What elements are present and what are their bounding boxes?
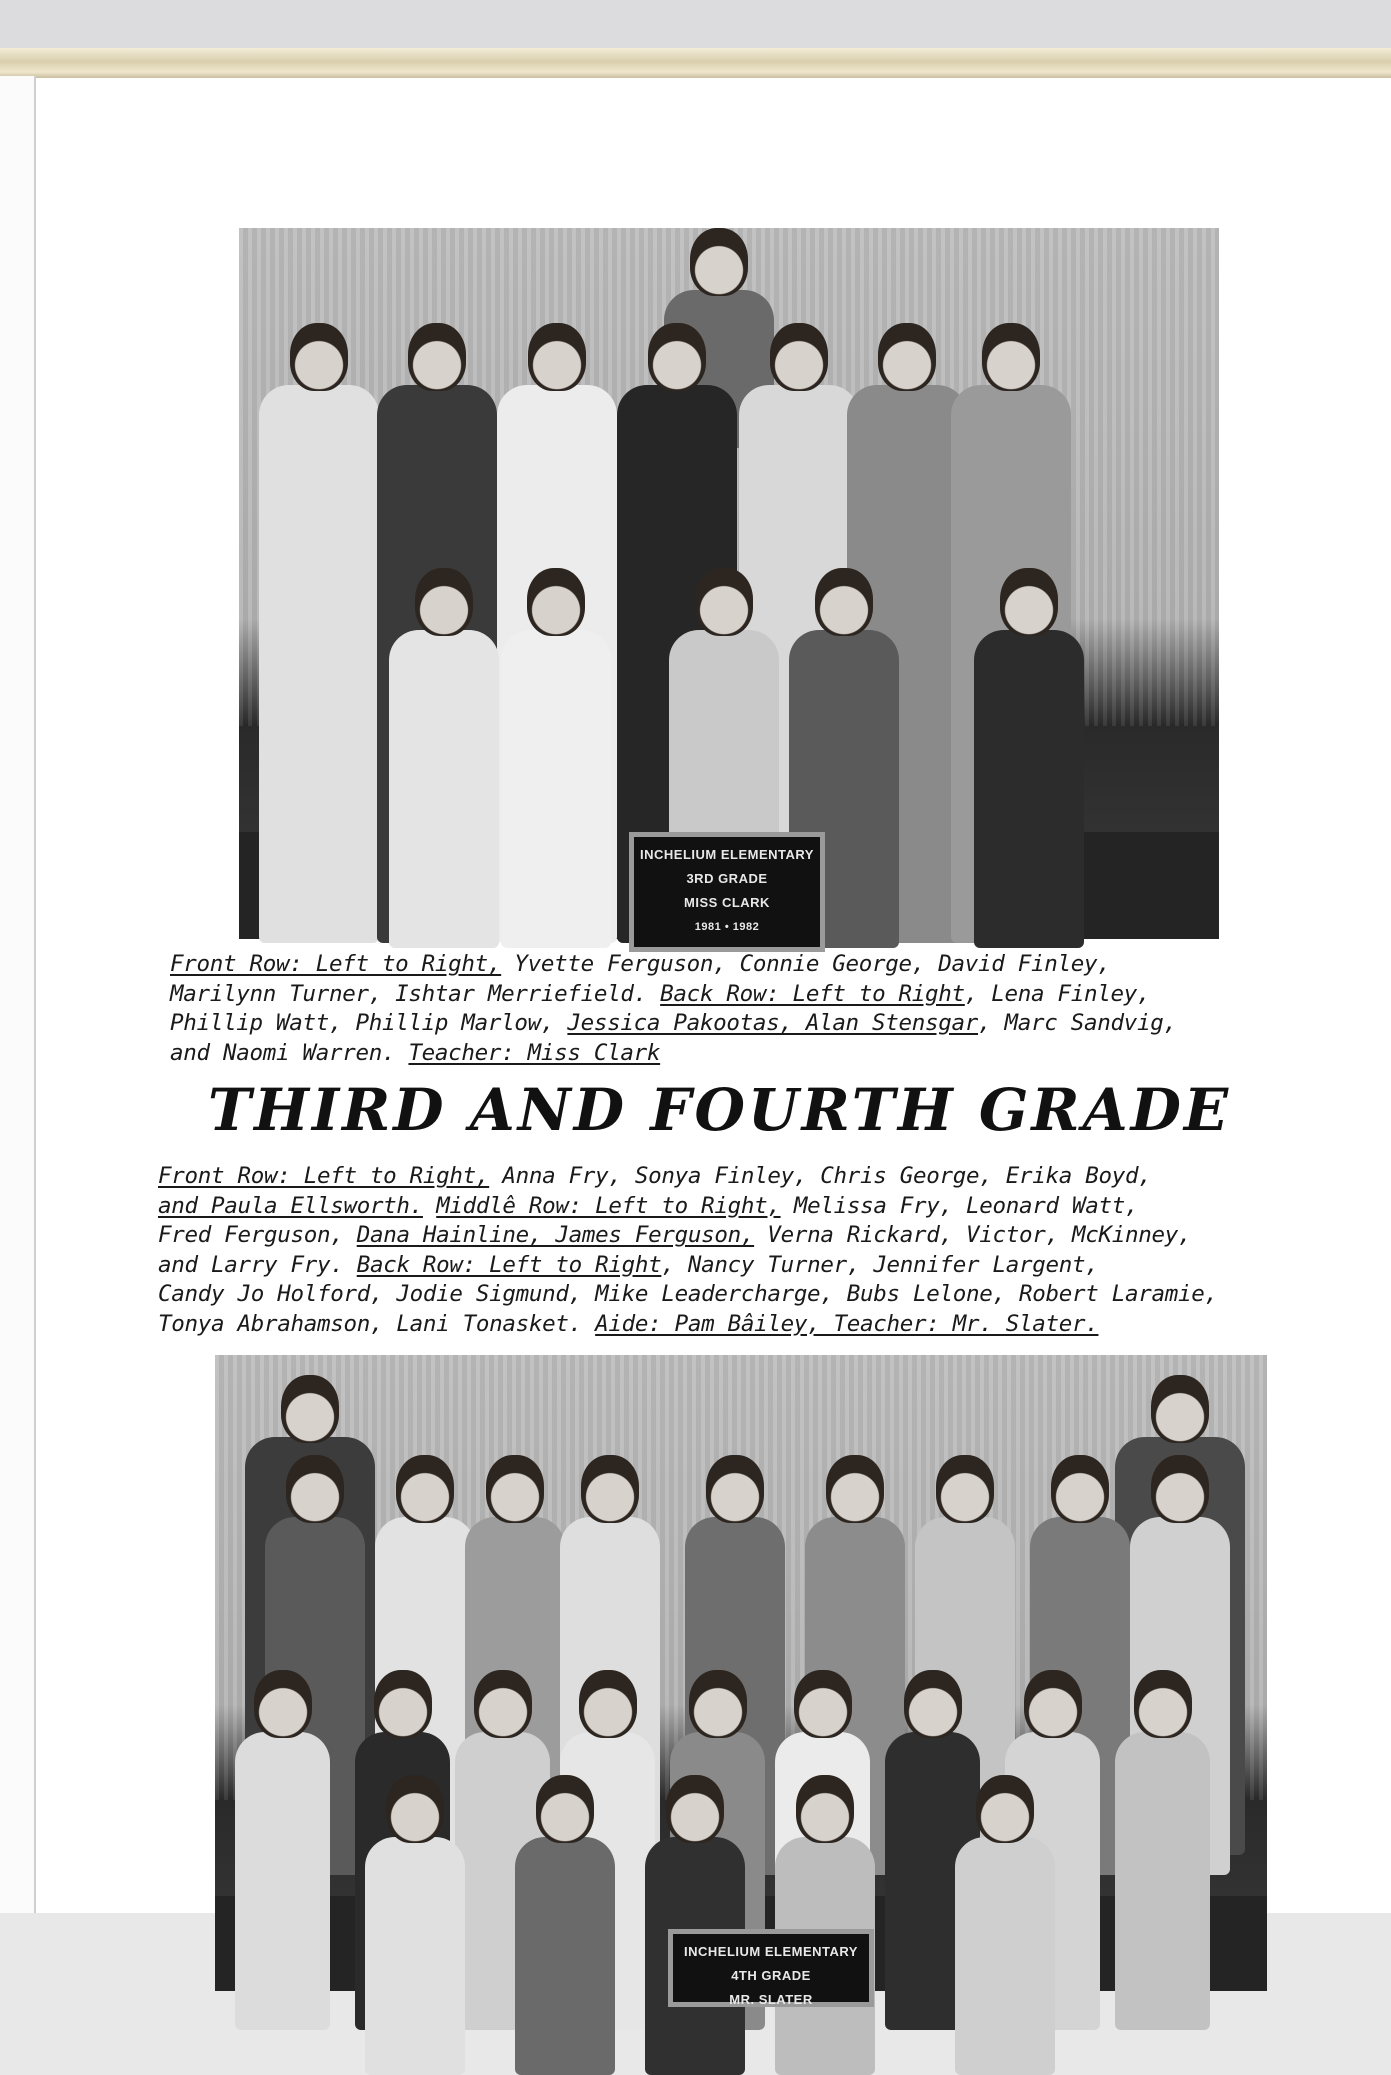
caption-text: Anna Fry, Sonya Finley, Chris George, Erika Boyd, xyxy=(489,1163,1152,1189)
yearbook-page xyxy=(36,78,1391,2007)
student-figure xyxy=(365,1775,465,2075)
student-figure xyxy=(974,568,1084,948)
student-figure xyxy=(955,1775,1055,2075)
caption-line xyxy=(158,1280,1218,1310)
sign-line: 4TH GRADE xyxy=(731,1968,811,1983)
student-figure xyxy=(775,1775,875,2075)
caption-line xyxy=(170,980,1177,1010)
caption-text: , Nancy Turner, Jennifer Largent, xyxy=(661,1251,1099,1278)
facing-page-edge xyxy=(0,76,36,1913)
sign-line: MISS CLARK xyxy=(684,895,770,910)
class-sign xyxy=(668,1929,874,2007)
page-heading: THIRD AND FOURTH GRADE xyxy=(208,1076,1232,1144)
sign-line: 1981 • 1982 xyxy=(694,921,760,933)
caption-text: Aide: Pam Bâiley, Teacher: Mr. Slater. xyxy=(595,1310,1099,1337)
caption-text: Verna Rickard, Victor, McKinney, xyxy=(754,1222,1192,1248)
caption-text: and Naomi Warren. xyxy=(170,1039,409,1066)
caption-line xyxy=(170,950,1177,980)
caption-line xyxy=(158,1251,1218,1281)
third-grade-class-photo xyxy=(239,228,1219,939)
caption-text: Teacher: Miss Clark xyxy=(408,1039,661,1066)
binding-rod xyxy=(0,48,1391,78)
caption-text: Front Row: Left to Right, xyxy=(158,1163,490,1189)
caption-text: Dana Hainline, James Ferguson, xyxy=(356,1222,755,1248)
student-figure xyxy=(515,1775,615,2075)
sign-line: INCHELIUM ELEMENTARY xyxy=(684,1944,858,1959)
fourth-grade-caption xyxy=(158,1162,1218,1339)
caption-text: , Marc Sandvig, xyxy=(978,1010,1177,1036)
caption-line xyxy=(158,1162,1218,1192)
caption-text: Back Row: Left to Right xyxy=(660,980,965,1007)
caption-text: Marilynn Turner, Ishtar Merriefield. xyxy=(170,980,647,1007)
caption-line xyxy=(170,1009,1177,1039)
caption-text: Front Row: Left to Right, xyxy=(170,951,502,977)
student-figure xyxy=(645,1775,745,2075)
student-figure xyxy=(501,568,611,948)
caption-text: Middlê Row: Left to Right, xyxy=(436,1192,781,1219)
student-figure xyxy=(389,568,499,948)
caption-text: Fred Ferguson, xyxy=(158,1222,357,1248)
caption-line xyxy=(170,1039,1177,1069)
caption-line xyxy=(158,1192,1218,1222)
caption-text xyxy=(423,1193,436,1219)
fourth-grade-class-photo xyxy=(215,1355,1267,2007)
student-figure xyxy=(1115,1670,1210,2030)
caption-text xyxy=(647,981,660,1007)
caption-text: Melissa Fry, Leonard Watt, xyxy=(780,1192,1139,1219)
sign-line: 3RD GRADE xyxy=(686,871,768,886)
student-figure xyxy=(259,323,379,943)
caption-text: Candy Jo Holford, Jodie Sigmund, Mike Leadercharge, Bubs Lelone, Robert Laramie, xyxy=(158,1281,1218,1307)
caption-line xyxy=(158,1310,1218,1340)
sign-line: INCHELIUM ELEMENTARY xyxy=(640,847,814,862)
caption-text: , Lena Finley, xyxy=(964,980,1151,1007)
caption-text: and Larry Fry. xyxy=(158,1251,357,1278)
sign-line: MR. SLATER xyxy=(729,1992,813,2007)
caption-text: Yvette Ferguson, Connie George, David Finley, xyxy=(501,951,1111,977)
caption-text: Phillip Watt, Phillip Marlow, xyxy=(170,1010,568,1036)
scanner-background xyxy=(0,0,1391,50)
caption-text: and Paula Ellsworth. xyxy=(158,1192,423,1219)
caption-text: Tonya Abrahamson, Lani Tonasket. xyxy=(158,1310,596,1337)
class-sign xyxy=(629,832,825,952)
caption-text: Jessica Pakootas, Alan Stensgar xyxy=(567,1010,979,1036)
caption-text: Back Row: Left to Right xyxy=(356,1251,662,1278)
third-grade-caption xyxy=(170,950,1177,1068)
caption-line xyxy=(158,1221,1218,1251)
student-figure xyxy=(235,1670,330,2030)
